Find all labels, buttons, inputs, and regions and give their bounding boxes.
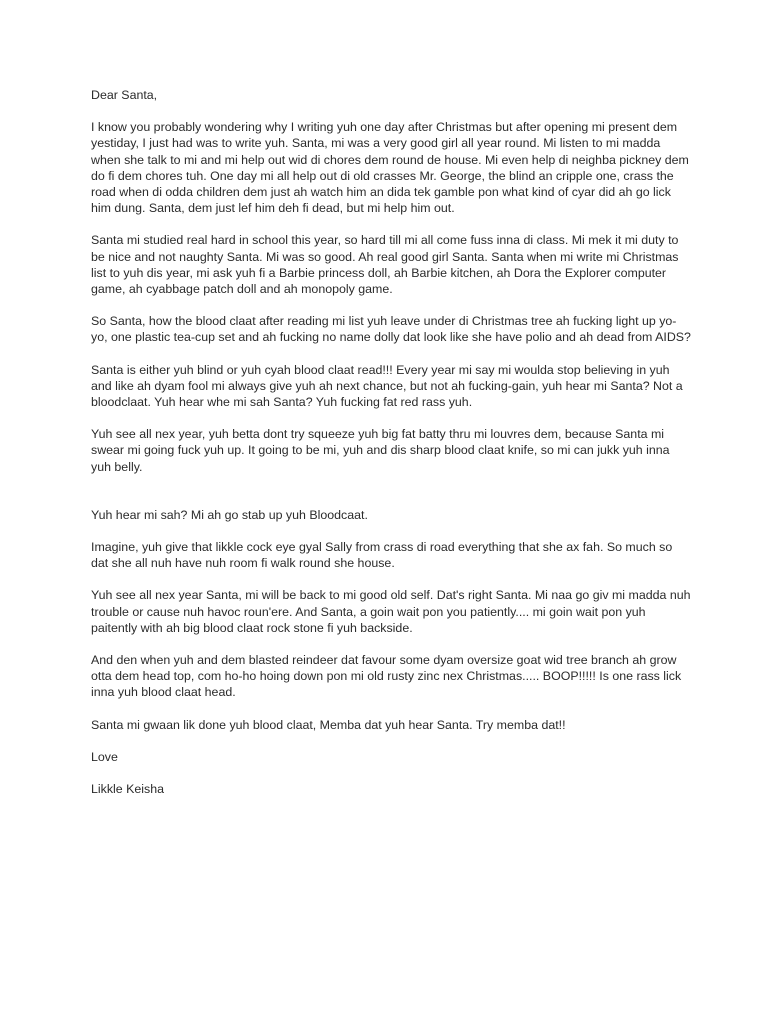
- paragraph-6: Yuh hear mi sah? Mi ah go stab up yuh Bloodcaat.: [91, 507, 368, 522]
- paragraph-2: Santa mi studied real hard in school this year, so hard till mi all come fuss inna di class. Mi mek it mi duty to be nice and not naughty Santa. Mi was so good. Ah real good girl Santa. Santa when mi write mi Christmas list to yuh dis year, mi ask yuh fi a Barbie princess doll, ah Barbie kitchen, ah Dora the Explorer computer game, ah cyabbage patch doll and ah monopoly game.: [91, 233, 679, 297]
- paragraph-3: So Santa, how the blood claat after reading mi list yuh leave under di Christmas tree ah fucking light up yo-yo, one plastic tea-cup set and ah fucking no name dolly dat look like she have polio and ah dead from AIDS?: [91, 314, 691, 345]
- letter-body: [91, 87, 691, 813]
- paragraph-5: Yuh see all nex year, yuh betta dont try squeeze yuh big fat batty thru mi louvres dem, because Santa mi swear mi going fuck yuh up. It going to be mi, yuh and dis sharp blood claat knife, so mi can jukk yuh inna yuh belly.: [91, 427, 670, 474]
- paragraph-4: Santa is either yuh blind or yuh cyah blood claat read!!! Every year mi say mi woulda stop believing in yuh and like ah dyam fool mi always give yuh ah next chance, but not ah fucking-gain, yuh hear mi Santa? Not a bloodclaat. Yuh hear whe mi sah Santa? Yuh fucking fat red rass yuh.: [91, 362, 683, 410]
- paragraph-10: Santa mi gwaan lik done yuh blood claat, Memba dat yuh hear Santa. Try memba dat!!: [91, 717, 566, 732]
- paragraph-7: Imagine, yuh give that likkle cock eye gyal Sally from crass di road everything that she ax fah. So much so dat she all nuh have nuh room fi walk round she house.: [91, 540, 673, 571]
- closing: Love: [91, 749, 118, 764]
- salutation: Dear Santa,: [91, 88, 158, 102]
- paragraph-1: I know you probably wondering why I writing yuh one day after Christmas but after opening mi present dem yestiday, I just had was to write yuh. Santa, mi was a very good girl all year round. Mi listen to mi madda when she talk to mi and mi help out wid di chores dem round de house. Mi even help di neighba pickney dem do fi dem chores tuh. One day mi all help out di old crasses Mr. George, the blind an cripple one, crass the road when di odda children dem just ah watch him an dida tek gamble pon what kind of cyar did ah go lick him dung. Santa, dem just lef him deh fi dead, but mi help him out.: [91, 120, 689, 216]
- paragraph-8: Yuh see all nex year Santa, mi will be back to mi good old self. Dat's right Santa. Mi naa go giv mi madda nuh trouble or cause nuh havoc roun'ere. And Santa, a goin wait pon you patiently.... mi goin wait pon yuh paitently with ah big blood claat rock stone fi yuh backside.: [91, 588, 691, 635]
- paragraph-9: And den when yuh and dem blasted reindeer dat favour some dyam oversize goat wid tree branch ah grow otta dem head top, com ho-ho hoing down pon mi old rusty zinc nex Christmas..... BOOP!!!!! Is one rass lick inna yuh blood claat head.: [91, 653, 682, 700]
- signature: Likkle Keisha: [91, 782, 165, 797]
